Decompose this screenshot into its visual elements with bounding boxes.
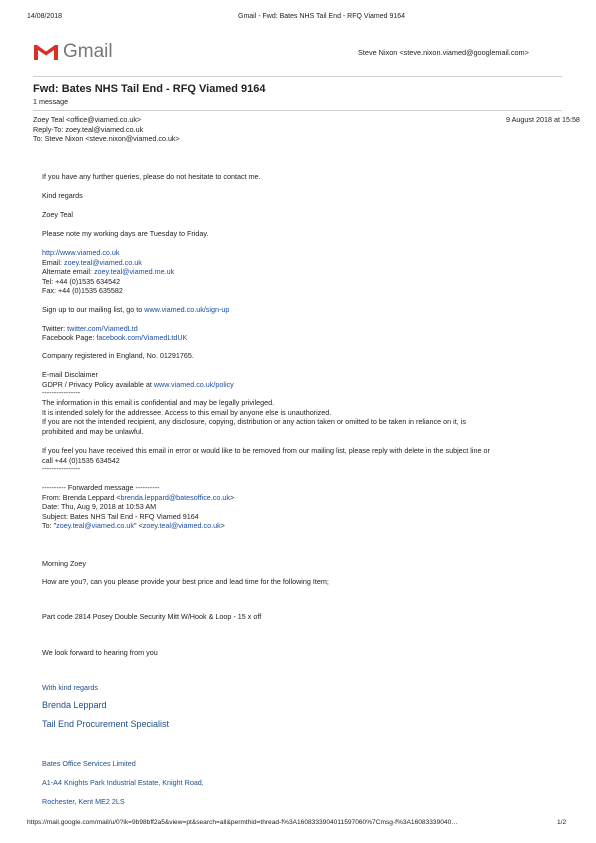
email-line: [42, 258, 142, 267]
gdpr-text: GDPR / Privacy Policy available at: [42, 379, 152, 389]
removal-line: If you feel you have received this email in error or would like to be removed from our mailing list, please reply with delete in the subject line or: [42, 446, 490, 455]
tel-line: Tel: +44 (0)1535 634542: [42, 276, 121, 286]
signature-address: Rochester, Kent ME2 2LS: [42, 797, 125, 806]
page-number: 1/2: [557, 819, 567, 826]
email-link[interactable]: zoey.teal@viamed.co.uk: [63, 257, 142, 267]
separator-dashes: ----------------: [42, 464, 81, 473]
disclaimer-title: E-mail Disclaimer: [42, 370, 98, 379]
signature-regards: With kind regards: [42, 683, 98, 692]
signature-company: Bates Office Services Limited: [42, 759, 136, 768]
forwarded-header: ---------- Forwarded message ----------: [42, 483, 160, 492]
request-line: How are you?, can you please provide your best price and lead time for the following Item;: [42, 577, 329, 586]
account-identity: Steve Nixon <steve.nixon.viamed@googlemail.com>: [358, 48, 529, 57]
print-date: 14/08/2018: [27, 13, 63, 20]
message-reply-to: Reply-To: zoey.teal@viamed.co.uk: [33, 124, 144, 134]
body-intro: If you have any further queries, please do not hesitate to contact me.: [42, 172, 261, 181]
forwarded-to-mid: " <: [134, 521, 143, 530]
message-count: 1 message: [33, 97, 69, 106]
gmail-logo-icon: [33, 43, 59, 61]
forwarded-to-end: >: [220, 521, 225, 530]
signup-link[interactable]: www.viamed.co.uk/sign-up: [144, 305, 230, 314]
disclaimer-line: It is intended solely for the addressee. Access to this email by anyone else is unauthorized.: [42, 407, 332, 417]
part-code-line: Part code 2814 Posey Double Security Mitt W/Hook & Loop - 15 x off: [42, 612, 262, 621]
removal-line: call +44 (0)1535 634542: [42, 455, 120, 465]
disclaimer-line: If you are not the intended recipient, any disclosure, copying, distribution or any action taken or omitted to be taken in reliance on it, is: [42, 417, 466, 426]
website-link[interactable]: http://www.viamed.co.uk: [42, 248, 120, 257]
company-registration: Company registered in England, No. 01291765.: [42, 351, 194, 360]
subject-divider: [33, 110, 562, 111]
signup-line: [42, 305, 229, 314]
alt-email-link[interactable]: zoey.teal@viamed.me.uk: [93, 267, 175, 276]
forwarded-date: Date: Thu, Aug 9, 2018 at 10:53 AM: [42, 502, 157, 511]
twitter-label: Twitter:: [42, 323, 66, 333]
signature-name: Brenda Leppard: [42, 700, 107, 710]
forwarded-from-end: >: [229, 492, 235, 502]
body-kind-regards: Kind regards: [42, 191, 83, 200]
email-label: Email:: [42, 257, 62, 267]
facebook-link[interactable]: facebook.com/ViamedLtdUK: [96, 333, 188, 342]
facebook-label: Facebook Page:: [42, 333, 95, 342]
forwarded-to-email[interactable]: zoey.teal@viamed.co.uk: [142, 521, 221, 530]
print-title: Gmail - Fwd: Bates NHS Tail End - RFQ Viamed 9164: [238, 13, 406, 20]
forwarded-subject: Subject: Bates NHS Tail End - RFQ Viamed 9164: [42, 511, 199, 521]
forwarded-from-email[interactable]: brenda.leppard@batesoffice.co.uk: [120, 492, 230, 502]
gmail-logo-text: Gmail: [63, 41, 113, 62]
facebook-line: [42, 333, 187, 342]
thread-subject: Fwd: Bates NHS Tail End - RFQ Viamed 9164: [33, 83, 266, 95]
twitter-link[interactable]: twitter.com/ViamedLtd: [67, 323, 138, 333]
gdpr-link[interactable]: www.viamed.co.uk/policy: [153, 379, 234, 389]
signup-text: Sign up to our mailing list, go to: [42, 305, 143, 314]
closing-line: We look forward to hearing from you: [42, 648, 158, 657]
disclaimer-line: The information in this email is confidential and may be legally privileged.: [42, 398, 275, 407]
message-date: 9 August 2018 at 15:58: [506, 115, 580, 124]
signature-title: Tail End Procurement Specialist: [42, 719, 170, 729]
alt-email-label: Alternate email:: [42, 267, 92, 276]
forwarded-from-label: From: Brenda Leppard <: [42, 492, 121, 502]
body-name: Zoey Teal: [42, 210, 74, 219]
fax-line: Fax: +44 (0)1535 635582: [42, 286, 123, 295]
message-to: To: Steve Nixon <steve.nixon@viamed.co.uk>: [33, 134, 180, 143]
forwarded-to: [42, 521, 225, 530]
signature-address: A1-A4 Knights Park Industrial Estate, Knight Road,: [42, 778, 204, 787]
separator-dashes: ----------------: [42, 388, 81, 397]
greeting: Morning Zoey: [42, 559, 86, 568]
header-divider: [33, 76, 562, 77]
twitter-line: [42, 324, 138, 333]
alt-email-line: [42, 267, 174, 276]
body-working-days: Please note my working days are Tuesday to Friday.: [42, 229, 209, 238]
forwarded-from: [42, 493, 234, 502]
message-from: Zoey Teal <office@viamed.co.uk>: [33, 115, 142, 124]
print-url: https://mail.google.com/mail/u/0?ik=9b98bff2a5&view=pt&search=all&permthid=thread-f%3A1608333904011597060%7Cmsg-f%3A16083339040…: [27, 819, 458, 826]
disclaimer-line: prohibited and may be unlawful.: [42, 426, 144, 436]
forwarded-to-label: To: ": [42, 521, 57, 530]
forwarded-to-email[interactable]: zoey.teal@viamed.co.uk: [56, 521, 135, 530]
